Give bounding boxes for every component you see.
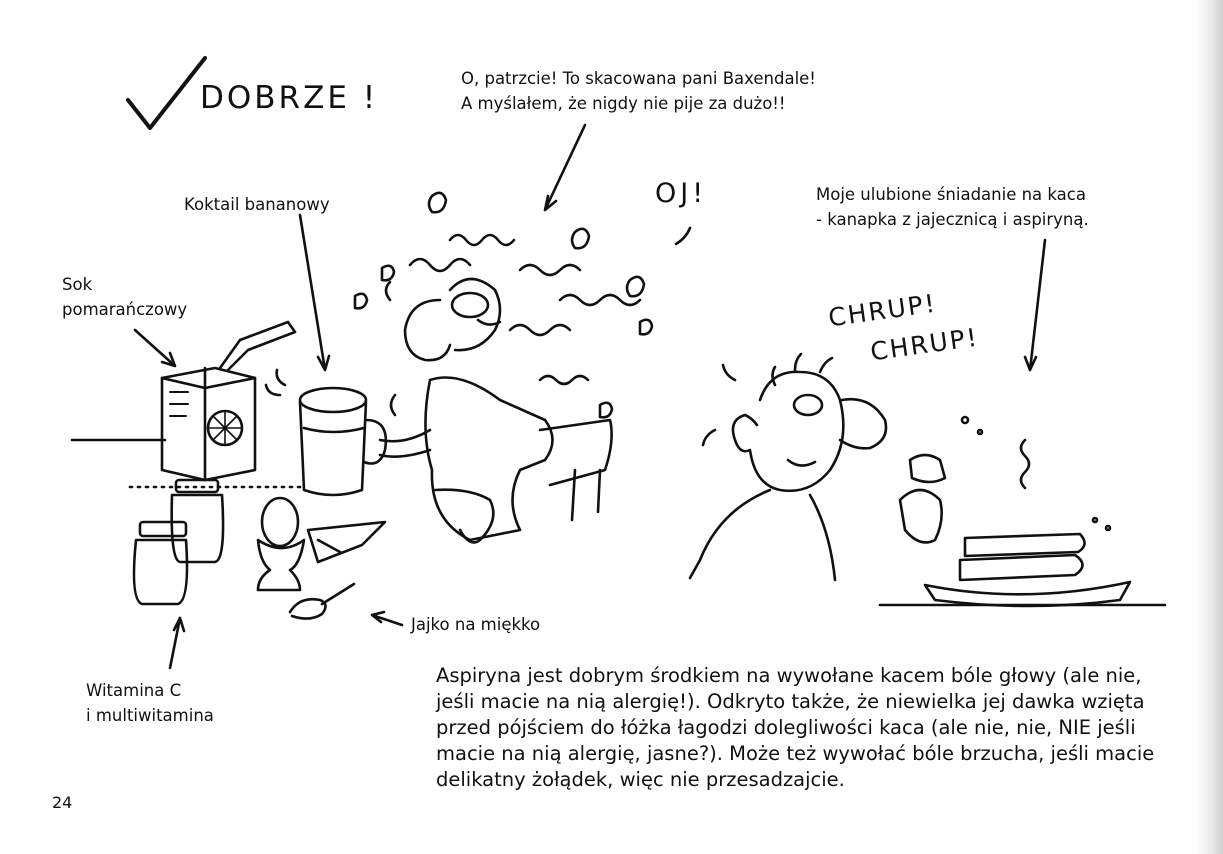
soft-boiled-egg-label: Jajko na miękko [411, 615, 541, 634]
checkmark-icon [128, 58, 205, 128]
juice-carton-drawing [162, 322, 295, 480]
body-paragraph: Aspiryna jest dobrym środkiem na wywołane kacem bóle głowy (ale nie, jeśli macie na nią alergię!). Odkryto także, że niewielka jej dawka wzięta przed pójściem do łóżka łagodzi dolegliwości kaca (ale nie, nie, NIE jeśli macie na nią alergię, jasne?). Może też wywołać bóle brzucha, jeśli macie delikatny żołądek, więc nie przesadzajcie. [436, 664, 1155, 791]
shake-glass-drawing [300, 388, 386, 495]
favorite-breakfast-caption: Moje ulubione śniadanie na kaca - kanapka z jajecznicą i aspiryną. [816, 185, 1089, 229]
hungover-lady-drawing [266, 193, 690, 543]
orange-juice-label: Sok pomarańczowy [62, 275, 188, 319]
vitamin-jars-drawing [134, 480, 223, 604]
speech-caption: O, patrzcie! To skacowana pani Baxendale! A myślałem, że nigdy nie pije za dużo!! [461, 69, 816, 113]
vitamin-label: Witamina C i multiwitamina [86, 681, 214, 725]
man-eating-drawing [690, 354, 1165, 606]
toast-drawing [308, 522, 385, 562]
page-number: 24 [52, 793, 73, 812]
sound-effect-chrup-1: CHRUP! [826, 288, 939, 333]
sound-effect-oj: OJ! [655, 178, 708, 209]
egg-cup-drawing [258, 498, 354, 619]
sound-effect-chrup-2: CHRUP! [868, 322, 981, 367]
banana-shake-label: Koktail bananowy [184, 195, 330, 214]
page-heading: DOBRZE ! [200, 80, 379, 116]
